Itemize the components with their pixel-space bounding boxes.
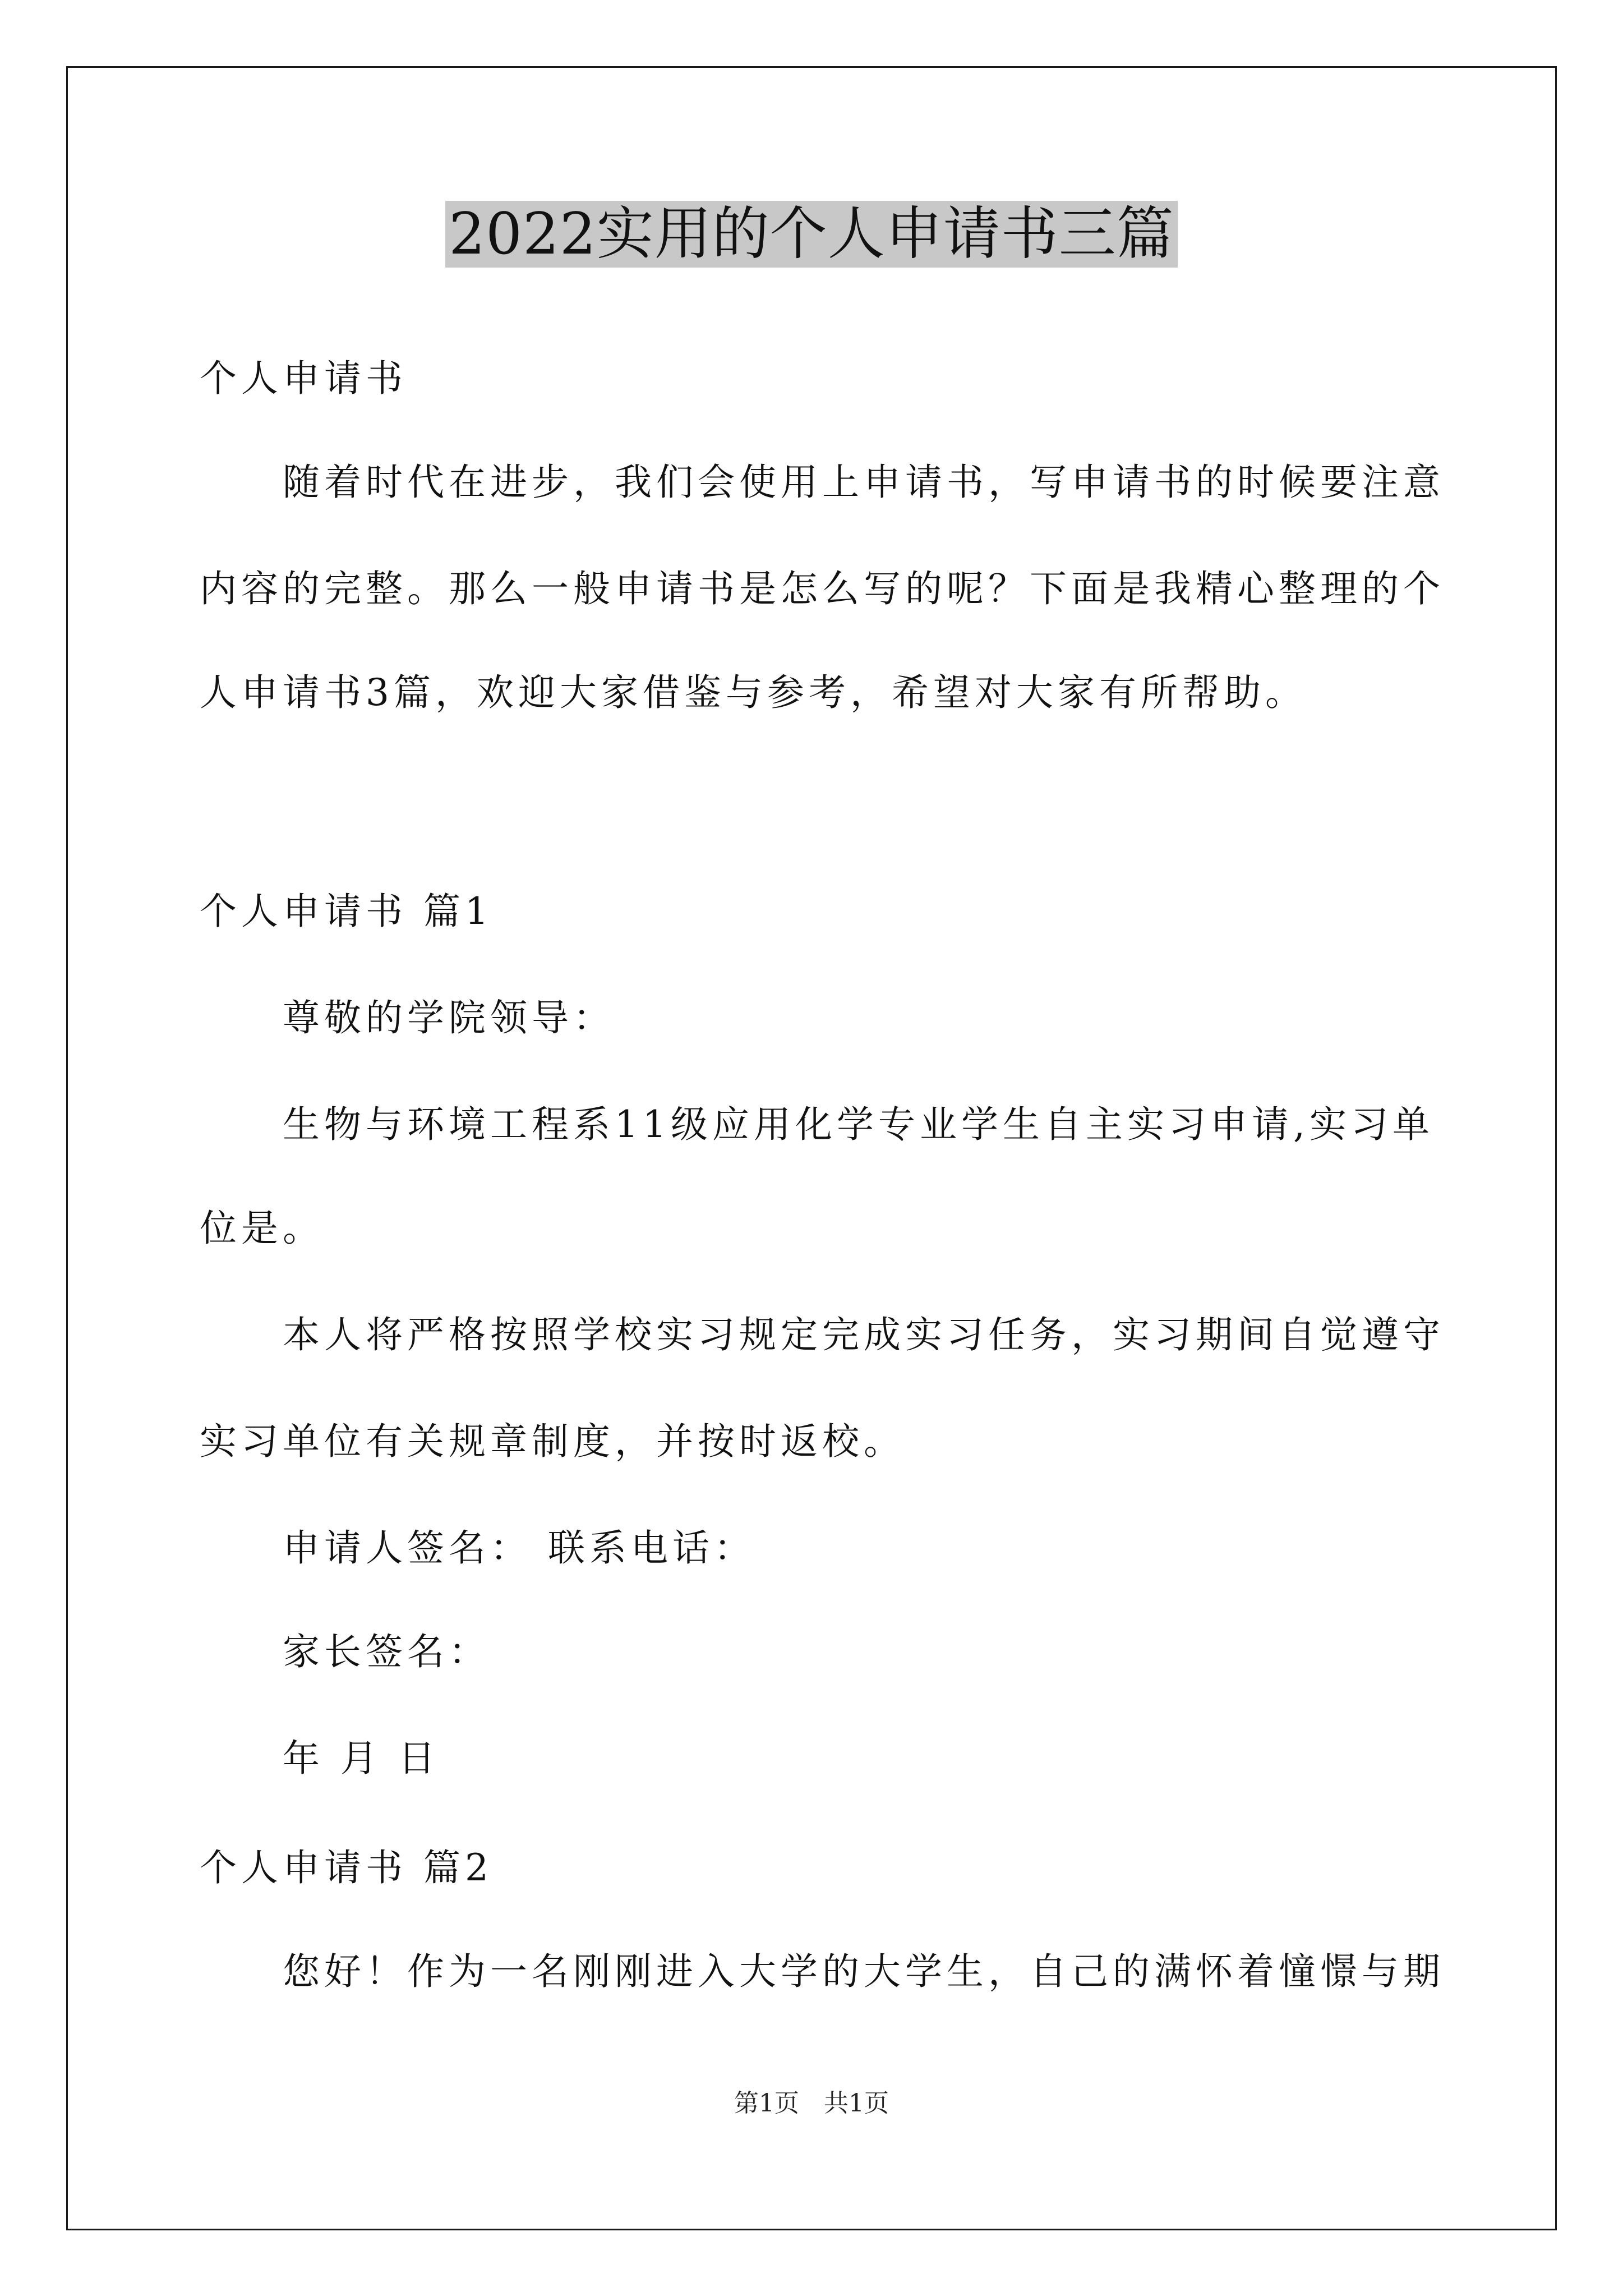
- section1-parent-signature: 家长签名：: [283, 1630, 490, 1673]
- section1-date: 年 月 日: [283, 1737, 440, 1780]
- section2-first-line: 您好！作为一名刚刚进入大学的大学生，自己的满怀着憧憬与期: [283, 1950, 1445, 1993]
- section1-body-line: 实习单位有关规章制度，并按时返校。: [200, 1420, 905, 1463]
- section1-salutation: 尊敬的学院领导：: [283, 996, 615, 1039]
- section1-body-line: 位是。: [200, 1207, 324, 1250]
- intro-paragraph-line: 随着时代在进步，我们会使用上申请书，写申请书的时候要注意: [283, 461, 1445, 504]
- page-footer: 第1页 共1页: [734, 2089, 889, 2118]
- section1-body-line: 本人将严格按照学校实习规定完成实习任务，实习期间自觉遵守: [283, 1313, 1445, 1356]
- intro-paragraph-line: 内容的完整。那么一般申请书是怎么写的呢？下面是我精心整理的个: [200, 567, 1445, 610]
- intro-paragraph-line: 人申请书3篇，欢迎大家借鉴与参考，希望对大家有所帮助。: [200, 671, 1307, 714]
- document-title: [0, 195, 1623, 274]
- section1-heading: 个人申请书 篇1: [200, 890, 493, 933]
- document-title-text: 2022实用的个人申请书三篇: [445, 201, 1178, 268]
- section1-body-line: 生物与环境工程系11级应用化学专业学生自主实习申请,实习单: [283, 1103, 1434, 1146]
- section1-signature: 申请人签名： 联系电话：: [283, 1526, 755, 1570]
- section2-heading: 个人申请书 篇2: [200, 1846, 493, 1889]
- intro-heading: 个人申请书: [200, 357, 407, 400]
